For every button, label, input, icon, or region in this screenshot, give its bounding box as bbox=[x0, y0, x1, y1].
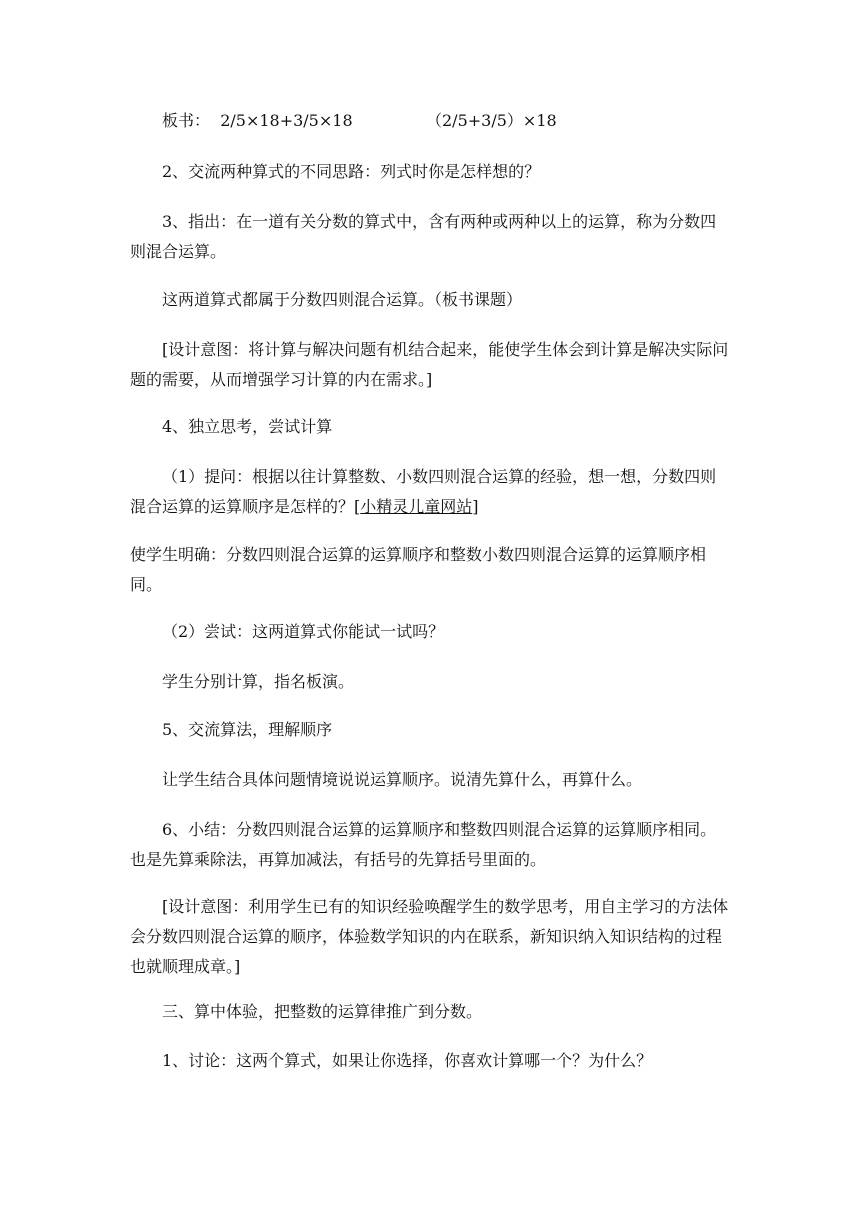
paragraph-try: （2）尝试：这两道算式你能试一试吗？ bbox=[162, 622, 445, 641]
paragraph-clarify: 使学生明确：分数四则混合运算的运算顺序和整数小数四则混合运算的运算顺序相同。 bbox=[130, 545, 707, 594]
paragraph-section-3: 三、算中体验，把整数的运算律推广到分数。 bbox=[162, 1002, 483, 1021]
board-label: 板书： bbox=[162, 111, 211, 130]
paragraph-design-intent-2: [设计意图：利用学生已有的知识经验唤醒学生的数学思考，用自主学习的方法体会分数四则混合运算的顺序，体验数学知识的内在联系，新知识纳入知识结构的过程也就顺理成章。] bbox=[130, 897, 729, 976]
paragraph-explain-order: 让学生结合具体问题情境说说运算顺序。说清先算什么，再算什么。 bbox=[162, 770, 643, 789]
website-link[interactable]: 小精灵儿童网站 bbox=[360, 497, 473, 516]
paragraph-design-intent-1: [设计意图：将计算与解决问题有机结合起来，能使学生体会到计算是解决实际问题的需要，从而增强学习计算的内在需求。] bbox=[130, 340, 729, 389]
paragraph-step-4: 4、独立思考，尝试计算 bbox=[162, 417, 333, 436]
paragraph-board-demo: 学生分别计算，指名板演。 bbox=[162, 672, 355, 691]
paragraph-board-topic: 这两道算式都属于分数四则混合运算。（板书课题） bbox=[162, 290, 523, 309]
paragraph-exchange-ideas: 2、交流两种算式的不同思路：列式时你是怎样想的？ bbox=[162, 162, 541, 181]
formula-1: 2/5×18+3/5×18 bbox=[220, 111, 353, 130]
paragraph-discussion: 1、讨论：这两个算式，如果让你选择，你喜欢计算哪一个？为什么？ bbox=[162, 1051, 653, 1070]
paragraph-step-5: 5、交流算法，理解顺序 bbox=[162, 720, 333, 739]
question-1-text: （1）提问：根据以往计算整数、小数四则混合运算的经验，想一想，分数四则混合运算的运算顺序是怎样的？[ bbox=[130, 467, 717, 516]
question-1-close: ] bbox=[472, 497, 479, 516]
paragraph-summary: 6、小结：分数四则混合运算的运算顺序和整数四则混合运算的运算顺序相同。也是先算乘除法，再算加减法，有括号的先算括号里面的。 bbox=[130, 820, 717, 869]
paragraph-question-1 bbox=[130, 462, 730, 522]
board-formulas bbox=[162, 106, 557, 136]
formula-2: （2/5+3/5）×18 bbox=[426, 111, 557, 130]
paragraph-definition: 3、指出：在一道有关分数的算式中，含有两种或两种以上的运算，称为分数四则混合运算。 bbox=[130, 212, 717, 261]
